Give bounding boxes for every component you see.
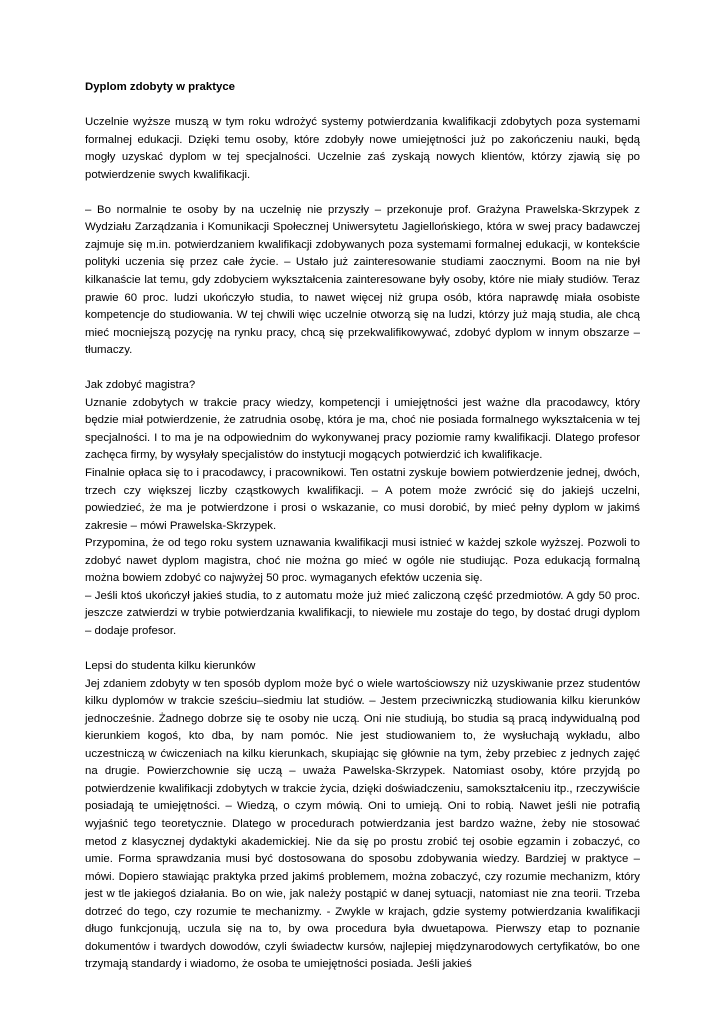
- document-title: Dyplom zdobyty w praktyce: [85, 81, 236, 93]
- section2-paragraph: Jej zdaniem zdobyty w ten sposób dyplom może być o wiele wartościowszy niż uzyskiwanie przez studentów kilku dyplomów w trakcie sześciu–siedmiu lat studiów. – Jestem przeciwniczką studiowania kilku kierunków jednocześnie. Żadnego dobrze się te osoby nie uczą. Oni nie studiują, bo studia są pracą indywidualną pod kierunkiem kogoś, kto dba, by nam pomóc. Nie jest studiowaniem to, że wysłuchają wykładu, albo uczestniczą w ćwiczeniach na kilku kierunkach, skupiając się głównie na tym, żeby przebiec z jednych zajęć na drugie. Powierzchownie się uczą – uważa Pawelska-Skrzypek. Natomiast osoby, które przyjdą po potwierdzenie kwalifikacji zdobytych w trakcie życia, dzięki doświadczeniu, samokształceniu itp., rzeczywiście posiadają te umiejętności. – Wiedzą, o czym mówią. Oni to umieją. Oni to robią. Nawet jeśli nie potrafią wyjaśnić tego teoretycznie. Dlatego w procedurach potwierdzania jest bardzo ważne, żeby nie stosować metod z klasycznej dydaktyki akademickiej. Nie da się po prostu zrobić tej osobie egzamin i zobaczyć, co umie. Forma sprawdzania musi być dostosowana do sposobu zdobywania wiedzy. Bardziej w praktyce – mówi. Dopiero stawiając praktyka przed jakimś problemem, można zobaczyć, czy rozumie mechanizm, który jest w tle jakiegoś działania. Bo on wie, jak należy postąpić w danej sytuacji, natomiast nie zna teorii. Trzeba dotrzeć do tego, czy rozumie te mechanizmy. - Zwykle w krajach, gdzie systemy potwierdzania kwalifikacji długo funkcjonują, uczula się na to, by owa procedura była dwuetapowa. Pierwszy etap to poznanie dokumentów i twardych dowodów, czyli świadectw kursów, najlepiej międzynarodowych certyfikatów, bo one trzymają standardy i wiadomo, że osoba te umiejętności posiada. Jeśli jakieś: [85, 677, 640, 971]
- lead-paragraph: Uczelnie wyższe muszą w tym roku wdrożyć systemy potwierdzania kwalifikacji zdobytych poza systemami formalnej edukacji. Dzięki temu osoby, które zdobyły nowe umiejętności już po zakończeniu nauki, będą mogły uzyskać dyplom w tej specjalności. Uczelnie zaś zyskają nowych klientów, którzy zjawią się po potwierdzenie swych kwalifikacji.: [85, 116, 640, 181]
- section1-paragraph: Uznanie zdobytych w trakcie pracy wiedzy, kompetencji i umiejętności jest ważne dla pracodawcy, który będzie miał potwierdzenie, że zatrudnia osobę, która je ma, choć nie posiada formalnego wykształcenia w tej specjalności. I to ma je na odpowiednim do wykonywanej pracy poziomie ramy kwalifikacji. Dlatego profesor zachęca firmy, by wysyłały specjalistów do instytucji mogących potwierdzić ich kwalifikacje.: [85, 396, 640, 462]
- document-page: [85, 79, 640, 974]
- section-heading-magistra: Jak zdobyć magistra?: [85, 379, 196, 392]
- section-heading-kierunki: Lepsi do studenta kilku kierunków: [85, 660, 256, 673]
- section1-paragraph: – Jeśli ktoś ukończył jakieś studia, to z automatu może już mieć zaliczoną część przedmiotów. A gdy 50 proc. jeszcze zatwierdzi w trybie potwierdzania kwalifikacji, to niewiele mu zostaje do tego, by dostać drugi dyplom – dodaje profesor.: [85, 589, 640, 637]
- quote-paragraph: – Bo normalnie te osoby by na uczelnię nie przyszły – przekonuje prof. Grażyna Prawelska-Skrzypek z Wydziału Zarządzania i Komunikacji Społecznej Uniwersytetu Jagiellońskiego, która w swej pracy badawczej zajmuje się m.in. potwierdzaniem kwalifikacji zdobywanych poza systemami formalnej edukacji, w kontekście polityki uczenia się przez całe życie. – Ustało już zainteresowanie studiami zaocznymi. Boom na nie był kilkanaście lat temu, gdy zdobyciem wykształcenia zainteresowane były osoby, które nie miały studiów. Teraz prawie 60 proc. ludzi ukończyło studia, to nawet więcej niż grupa osób, która naprawdę miała osobiste kompetencje do studiowania. W tej chwili więc uczelnie otworzą się na ludzi, którzy już mają studia, ale chcą mieć mocniejszą pozycję na rynku pracy, chcą się przekwalifikowywać, zdobyć dyplom w innym obszarze – tłumaczy.: [85, 203, 640, 357]
- section1-paragraph: Przypomina, że od tego roku system uznawania kwalifikacji musi istnieć w każdej szkole wyższej. Pozwoli to zdobyć nawet dyplom magistra, choć nie można go mieć w ogóle nie studiując. Poza edukacją formalną można bowiem zdobyć co najwyżej 50 proc. wymaganych efektów uczenia się.: [85, 537, 640, 585]
- section1-paragraph: Finalnie opłaca się to i pracodawcy, i pracownikowi. Ten ostatni zyskuje bowiem potwierdzenie jednej, dwóch, trzech czy większej liczby cząstkowych kwalifikacji. – A potem może zwrócić się do jakiejś uczelni, powiedzieć, że ma je potwierdzone i prosi o wskazanie, co musi dorobić, by mieć pełny dyplom w jakimś zakresie – mówi Prawelska-Skrzypek.: [85, 467, 640, 532]
